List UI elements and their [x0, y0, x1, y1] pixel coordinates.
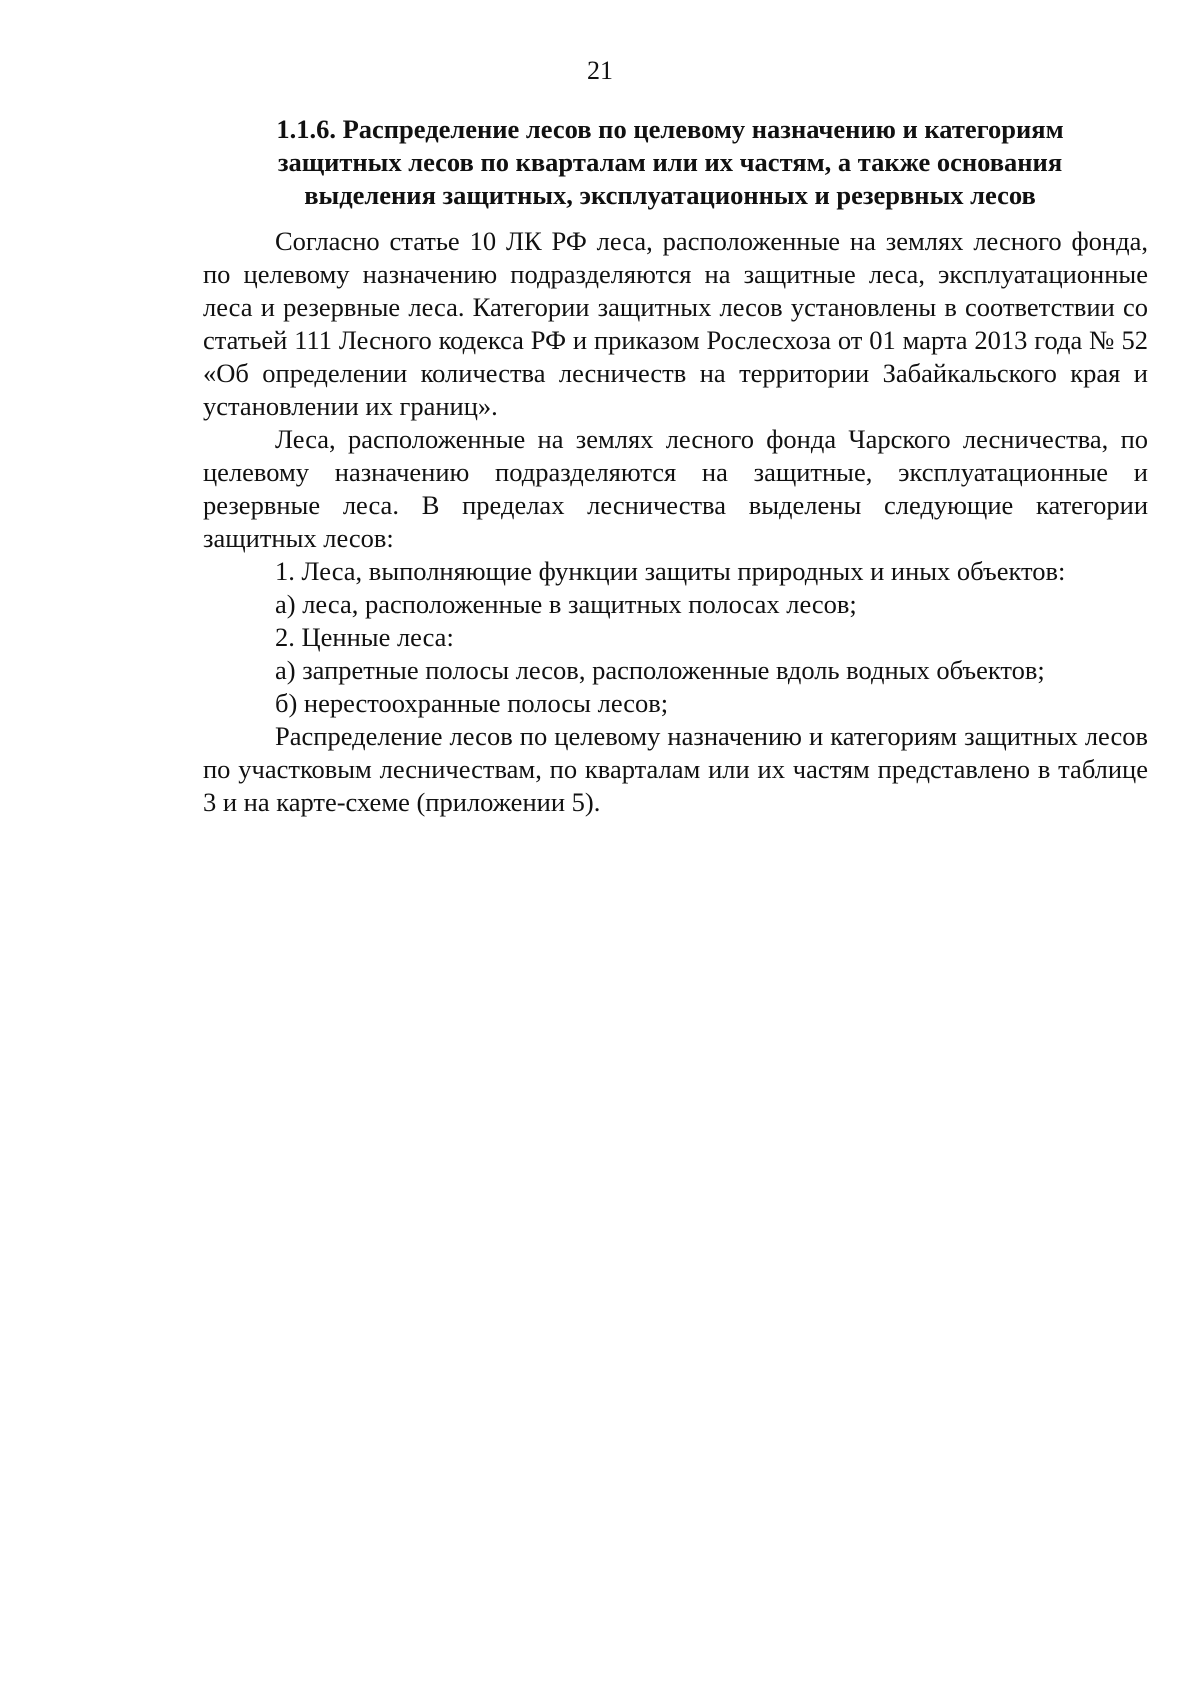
paragraph-forest-categories: Леса, расположенные на землях лесного фонда Чарского лесничества, по целевому назначению подразделяются на защитные, эксплуатационные и резервные леса. В пределах лесничества выделены следующие категории защитных лесов:: [203, 424, 1148, 553]
page-number: 21: [587, 56, 613, 85]
list-item: б) нерестоохранные полосы лесов;: [275, 688, 669, 718]
body-text: [203, 225, 1148, 819]
heading-line-3: выделения защитных, эксплуатационных и резервных лесов: [304, 180, 1036, 210]
heading-line-1: 1.1.6. Распределение лесов по целевому назначению и категориям: [276, 114, 1064, 144]
list-item: 2. Ценные леса:: [275, 622, 454, 652]
list-item: а) леса, расположенные в защитных полосах лесов;: [275, 589, 857, 619]
paragraph-distribution: Распределение лесов по целевому назначению и категориям защитных лесов по участковым лесничествам, по кварталам или их частям представлено в таблице 3 и на карте-схеме (приложении 5).: [203, 721, 1148, 817]
list-item: а) запретные полосы лесов, расположенные вдоль водных объектов;: [275, 655, 1045, 685]
section-heading: [200, 113, 1140, 212]
paragraph-legal-basis: Согласно статье 10 ЛК РФ леса, расположенные на землях лесного фонда, по целевому назначению подразделяются на защитные леса, эксплуатационные леса и резервные леса. Категории защитных лесов установлены в соответствии со статьей 111 Лесного кодекса РФ и приказом Рослесхоза от 01 марта 2013 года № 52 «Об определении количества лесничеств на территории Забайкальского края и установлении их границ».: [203, 226, 1148, 421]
heading-line-2: защитных лесов по кварталам или их частям, а также основания: [277, 147, 1063, 177]
list-item: 1. Леса, выполняющие функции защиты природных и иных объектов:: [275, 556, 1066, 586]
